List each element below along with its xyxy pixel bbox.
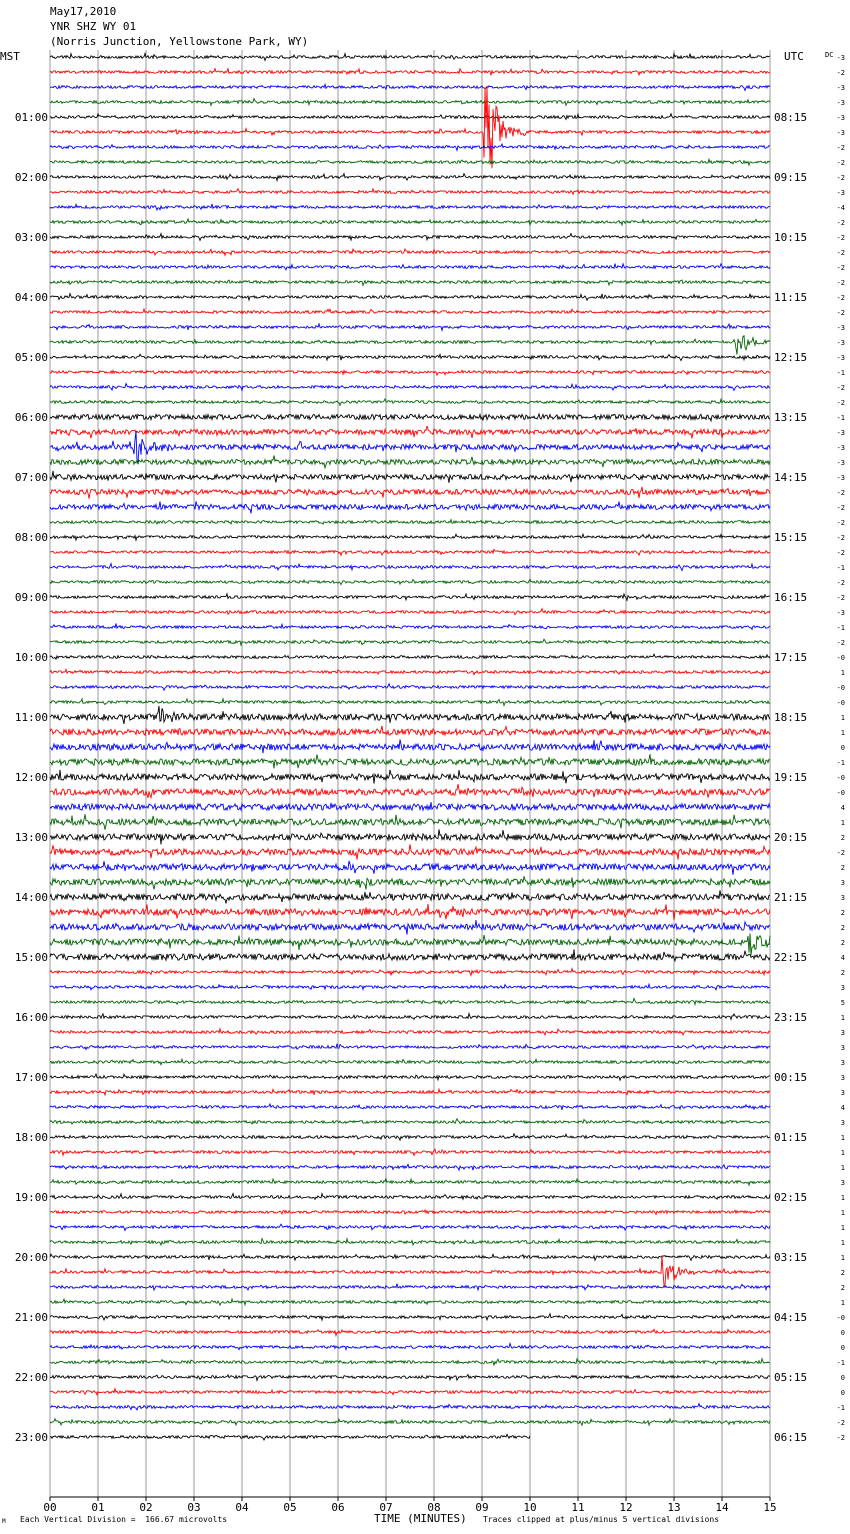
trace-row-27 — [50, 431, 770, 462]
trace-row-39 — [50, 624, 770, 630]
trace-row-31 — [50, 501, 770, 513]
mst-hour-label: 18:00 — [14, 1131, 48, 1144]
dc-offset-label: -3 — [836, 444, 845, 452]
trace-row-79 — [50, 1224, 770, 1230]
dc-offset-label: 2 — [840, 909, 845, 917]
trace-row-36 — [50, 579, 770, 584]
dc-offset-label: 3 — [840, 1059, 845, 1067]
x-tick-label: 10 — [523, 1501, 537, 1514]
dc-offset-label: 2 — [840, 924, 845, 932]
trace-row-6 — [50, 86, 770, 169]
x-tick-label: 05 — [283, 1501, 297, 1514]
dc-offset-label: 5 — [840, 999, 845, 1007]
dc-offset-label: 2 — [840, 1269, 845, 1277]
trace-row-65 — [50, 1014, 770, 1020]
mst-hour-label: 13:00 — [14, 831, 48, 844]
trace-row-47 — [50, 740, 770, 754]
trace-row-76 — [50, 1179, 770, 1186]
dc-offset-label: -1 — [836, 624, 845, 632]
dc-offset-label: -1 — [836, 369, 845, 377]
dc-offset-label: -3 — [836, 459, 845, 467]
x-tick-label: 13 — [667, 1501, 681, 1514]
trace-row-58 — [50, 904, 770, 920]
trace-row-25 — [50, 414, 770, 421]
trace-row-84 — [50, 1299, 770, 1305]
trace-row-30 — [50, 487, 770, 499]
x-tick-label: 14 — [715, 1501, 729, 1514]
dc-offset-label: -4 — [836, 204, 845, 212]
mst-hour-label: 08:00 — [14, 531, 48, 544]
dc-offset-label: 2 — [840, 1284, 845, 1292]
trace-row-1 — [50, 54, 770, 61]
trace-row-72 — [50, 1119, 770, 1124]
dc-offset-label: 3 — [840, 1029, 845, 1037]
mst-hour-label: 20:00 — [14, 1251, 48, 1264]
trace-row-4 — [50, 99, 770, 106]
trace-row-7 — [50, 144, 770, 150]
trace-row-12 — [50, 219, 770, 225]
dc-offset-label: -2 — [836, 294, 845, 302]
trace-row-29 — [50, 471, 770, 483]
trace-row-60 — [50, 933, 770, 955]
dc-offset-label: -2 — [836, 249, 845, 257]
utc-hour-label: 09:15 — [774, 171, 808, 184]
dc-offset-label: -0 — [836, 654, 845, 662]
utc-hour-label: 06:15 — [774, 1431, 808, 1444]
trace-row-92 — [50, 1419, 770, 1425]
dc-offset-label: 0 — [840, 1374, 845, 1382]
x-axis-title: TIME (MINUTES) — [374, 1512, 467, 1525]
trace-row-85 — [50, 1314, 770, 1320]
trace-row-46 — [50, 726, 770, 735]
dc-offset-label: -2 — [836, 489, 845, 497]
trace-row-56 — [50, 876, 770, 889]
trace-row-88 — [50, 1359, 770, 1366]
dc-offset-label: -0 — [836, 1314, 845, 1322]
dc-offset-label: -1 — [836, 1359, 845, 1367]
dc-offset-label: 1 — [840, 819, 845, 827]
dc-offset-label: -2 — [836, 504, 845, 512]
dc-offset-label: 3 — [840, 894, 845, 902]
trace-row-28 — [50, 456, 770, 468]
trace-row-86 — [50, 1329, 770, 1335]
trace-row-68 — [50, 1059, 770, 1065]
dc-offset-label: -3 — [836, 609, 845, 617]
mst-hour-label: 16:00 — [14, 1011, 48, 1024]
dc-offset-label: 1 — [840, 1134, 845, 1142]
dc-offset-label: -2 — [836, 309, 845, 317]
dc-offset-label: 1 — [840, 1299, 845, 1307]
dc-offset-label: -2 — [836, 549, 845, 557]
trace-row-24 — [50, 399, 770, 405]
trace-row-8 — [50, 159, 770, 165]
dc-offset-label: 2 — [840, 939, 845, 947]
dc-offset-label: -1 — [836, 759, 845, 767]
trace-row-90 — [50, 1389, 770, 1395]
utc-hour-label: 20:15 — [774, 831, 808, 844]
dc-offset-label: 3 — [840, 1044, 845, 1052]
dc-offset-label: -2 — [836, 594, 845, 602]
utc-hour-label: 02:15 — [774, 1191, 808, 1204]
dc-offset-label: 1 — [840, 1239, 845, 1247]
x-tick-label: 11 — [571, 1501, 585, 1514]
trace-row-21 — [50, 354, 770, 360]
x-tick-label: 02 — [139, 1501, 153, 1514]
dc-offset-label: -2 — [836, 849, 845, 857]
seismic-traces — [50, 54, 770, 1441]
utc-hour-label: 10:15 — [774, 231, 808, 244]
utc-hour-label: 03:15 — [774, 1251, 808, 1264]
mst-hour-label: 22:00 — [14, 1371, 48, 1384]
mst-hour-label: 14:00 — [14, 891, 48, 904]
trace-row-89 — [50, 1375, 770, 1381]
x-tick-label: 09 — [475, 1501, 489, 1514]
dc-offset-label: -2 — [836, 234, 845, 242]
trace-row-17 — [50, 294, 770, 301]
trace-row-41 — [50, 654, 770, 659]
dc-offset-label: -0 — [836, 774, 845, 782]
dc-offset-label: -2 — [836, 144, 845, 152]
dc-offset-label: 0 — [840, 1344, 845, 1352]
dc-offset-label: 1 — [840, 1014, 845, 1022]
utc-hour-label: 18:15 — [774, 711, 808, 724]
dc-offset-label: 0 — [840, 1329, 845, 1337]
mst-hour-label: 19:00 — [14, 1191, 48, 1204]
dc-offset-label: 3 — [840, 1089, 845, 1097]
mst-hour-label: 03:00 — [14, 231, 48, 244]
trace-row-35 — [50, 564, 770, 571]
trace-row-71 — [50, 1104, 770, 1110]
trace-row-13 — [50, 234, 770, 241]
utc-hour-label: 12:15 — [774, 351, 808, 364]
dc-offset-label: -2 — [836, 639, 845, 647]
x-tick-label: 15 — [763, 1501, 777, 1514]
dc-offset-label: 0 — [840, 744, 845, 752]
corner-mark: M — [2, 1518, 6, 1525]
x-tick-label: 12 — [619, 1501, 633, 1514]
mst-hour-label: 11:00 — [14, 711, 48, 724]
dc-offset-label: -2 — [836, 519, 845, 527]
dc-offset-label: 0 — [840, 1389, 845, 1397]
trace-row-33 — [50, 534, 770, 540]
dc-offset-label: 1 — [840, 1149, 845, 1157]
trace-row-48 — [50, 754, 770, 768]
dc-offset-label: -3 — [836, 99, 845, 107]
dc-offset-label: 4 — [840, 1104, 845, 1112]
dc-offset-label: -3 — [836, 339, 845, 347]
dc-offset-label: 3 — [840, 1119, 845, 1127]
dc-offset-label: -2 — [836, 534, 845, 542]
dc-offset-label: 3 — [840, 1074, 845, 1082]
trace-row-26 — [50, 426, 770, 438]
trace-row-70 — [50, 1089, 770, 1095]
trace-row-34 — [50, 549, 770, 555]
mst-hour-label: 21:00 — [14, 1311, 48, 1324]
trace-row-32 — [50, 520, 770, 524]
dc-offset-label: 1 — [840, 669, 845, 677]
scale-note: Each Vertical Division = 166.67 microvolts — [20, 1515, 228, 1524]
trace-row-43 — [50, 684, 770, 691]
dc-offset-label: 1 — [840, 1254, 845, 1262]
utc-hour-label: 15:15 — [774, 531, 808, 544]
dc-offset-label: 2 — [840, 969, 845, 977]
trace-row-74 — [50, 1149, 770, 1155]
dc-offset-label: 1 — [840, 1164, 845, 1172]
clip-note: Traces clipped at plus/minus 5 vertical divisions — [483, 1515, 720, 1524]
chart-date: May17,2010 — [50, 5, 117, 18]
utc-hour-label: 00:15 — [774, 1071, 808, 1084]
trace-row-14 — [50, 249, 770, 255]
x-tick-label: 04 — [235, 1501, 249, 1514]
dc-offset-label: -2 — [836, 1419, 845, 1427]
trace-row-15 — [50, 264, 770, 270]
dc-offset-label: -1 — [836, 1404, 845, 1412]
dc-offset-label: -2 — [836, 579, 845, 587]
trace-row-19 — [50, 324, 770, 331]
utc-hour-label: 01:15 — [774, 1131, 808, 1144]
chart-location: (Norris Junction, Yellowstone Park, WY) — [50, 35, 309, 48]
trace-row-18 — [50, 309, 770, 314]
trace-row-67 — [50, 1044, 770, 1050]
x-tick-label: 07 — [379, 1501, 393, 1514]
dc-offset-label: -3 — [836, 129, 845, 137]
dc-offset-label: 1 — [840, 1194, 845, 1202]
dc-offset-label: 1 — [840, 729, 845, 737]
mst-hour-label: 01:00 — [14, 111, 48, 124]
utc-hour-label: 16:15 — [774, 591, 808, 604]
left-axis-label: MST — [0, 50, 20, 63]
dc-offset-label: -3 — [836, 429, 845, 437]
dc-offset-label: -3 — [836, 189, 845, 197]
dc-offset-label: 2 — [840, 864, 845, 872]
dc-offset-label: -1 — [836, 414, 845, 422]
x-tick-label: 00 — [43, 1501, 57, 1514]
utc-hour-label: 22:15 — [774, 951, 808, 964]
utc-hour-label: 08:15 — [774, 111, 808, 124]
trace-row-50 — [50, 784, 770, 798]
dc-offset-label: -2 — [836, 219, 845, 227]
trace-row-11 — [50, 204, 770, 210]
x-tick-label: 06 — [331, 1501, 345, 1514]
dc-offset-label: 1 — [840, 1209, 845, 1217]
utc-hour-label: 05:15 — [774, 1371, 808, 1384]
dc-offset-label: -3 — [836, 54, 845, 62]
trace-row-66 — [50, 1029, 770, 1035]
utc-hour-label: 04:15 — [774, 1311, 808, 1324]
dc-label: DC — [825, 51, 834, 59]
dc-offset-label: 1 — [840, 714, 845, 722]
dc-offset-label: -2 — [836, 399, 845, 407]
trace-row-59 — [50, 920, 770, 935]
dc-offset-label: -2 — [836, 264, 845, 272]
mst-hour-label: 12:00 — [14, 771, 48, 784]
trace-row-78 — [50, 1210, 770, 1214]
dc-offset-label: -0 — [836, 684, 845, 692]
dc-offset-label: 4 — [840, 954, 845, 962]
trace-row-53 — [50, 829, 770, 844]
trace-row-64 — [50, 999, 770, 1005]
trace-row-23 — [50, 384, 770, 391]
mst-hour-label: 07:00 — [14, 471, 48, 484]
trace-row-20 — [50, 336, 770, 355]
trace-row-45 — [50, 706, 770, 724]
mst-hour-label: 09:00 — [14, 591, 48, 604]
trace-row-9 — [50, 174, 770, 181]
axis-labels — [15, 54, 845, 1514]
mst-hour-label: 04:00 — [14, 291, 48, 304]
trace-row-63 — [50, 984, 770, 990]
trace-row-5 — [50, 114, 770, 120]
trace-row-3 — [50, 84, 770, 90]
dc-offset-label: -0 — [836, 699, 845, 707]
utc-hour-label: 21:15 — [774, 891, 808, 904]
dc-offset-label: -0 — [836, 789, 845, 797]
trace-row-52 — [50, 814, 770, 829]
utc-hour-label: 23:15 — [774, 1011, 808, 1024]
dc-offset-label: -2 — [836, 279, 845, 287]
trace-row-77 — [50, 1194, 770, 1200]
trace-row-44 — [50, 699, 770, 706]
trace-row-69 — [50, 1074, 770, 1080]
trace-row-10 — [50, 189, 770, 195]
trace-row-54 — [50, 844, 770, 859]
utc-hour-label: 17:15 — [774, 651, 808, 664]
dc-offset-label: -2 — [836, 1434, 845, 1442]
trace-row-51 — [50, 802, 770, 810]
trace-row-80 — [50, 1239, 770, 1245]
utc-hour-label: 11:15 — [774, 291, 808, 304]
utc-hour-label: 19:15 — [774, 771, 808, 784]
trace-row-82 — [50, 1255, 770, 1285]
dc-offset-label: -3 — [836, 354, 845, 362]
trace-row-42 — [50, 669, 770, 674]
dc-offset-label: 2 — [840, 834, 845, 842]
dc-offset-label: -2 — [836, 69, 845, 77]
trace-row-57 — [50, 890, 770, 903]
trace-row-40 — [50, 639, 770, 645]
dc-offset-label: -1 — [836, 564, 845, 572]
chart-station: YNR SHZ WY 01 — [50, 20, 137, 33]
dc-offset-label: -3 — [836, 474, 845, 482]
trace-row-55 — [50, 861, 770, 875]
mst-hour-label: 02:00 — [14, 171, 48, 184]
mst-hour-label: 17:00 — [14, 1071, 48, 1084]
x-tick-label: 08 — [427, 1501, 441, 1514]
mst-hour-label: 15:00 — [14, 951, 48, 964]
dc-offset-label: -2 — [836, 384, 845, 392]
utc-hour-label: 13:15 — [774, 411, 808, 424]
dc-offset-label: 3 — [840, 984, 845, 992]
trace-row-2 — [50, 69, 770, 76]
trace-row-38 — [50, 609, 770, 615]
trace-row-22 — [50, 370, 770, 375]
trace-row-49 — [50, 770, 770, 784]
mst-hour-label: 23:00 — [14, 1431, 48, 1444]
mst-hour-label: 10:00 — [14, 651, 48, 664]
dc-offset-label: -3 — [836, 114, 845, 122]
dc-offset-label: 3 — [840, 1179, 845, 1187]
trace-row-83 — [50, 1284, 770, 1291]
dc-offset-label: 1 — [840, 1224, 845, 1232]
trace-row-91 — [50, 1404, 770, 1410]
trace-row-73 — [50, 1134, 770, 1140]
right-axis-label: UTC — [784, 50, 804, 63]
mst-hour-label: 06:00 — [14, 411, 48, 424]
dc-offset-label: 3 — [840, 879, 845, 887]
trace-row-16 — [50, 280, 770, 285]
dc-offset-label: -2 — [836, 159, 845, 167]
trace-row-75 — [50, 1164, 770, 1170]
dc-offset-label: -3 — [836, 84, 845, 92]
trace-row-62 — [50, 969, 770, 976]
trace-row-61 — [50, 949, 770, 960]
dc-offset-label: 4 — [840, 804, 845, 812]
dc-offset-label: -3 — [836, 324, 845, 332]
trace-row-37 — [50, 594, 770, 601]
dc-offset-label: -2 — [836, 174, 845, 182]
x-tick-label: 03 — [187, 1501, 201, 1514]
utc-hour-label: 14:15 — [774, 471, 808, 484]
trace-row-87 — [50, 1344, 770, 1350]
mst-hour-label: 05:00 — [14, 351, 48, 364]
x-tick-label: 01 — [91, 1501, 105, 1514]
